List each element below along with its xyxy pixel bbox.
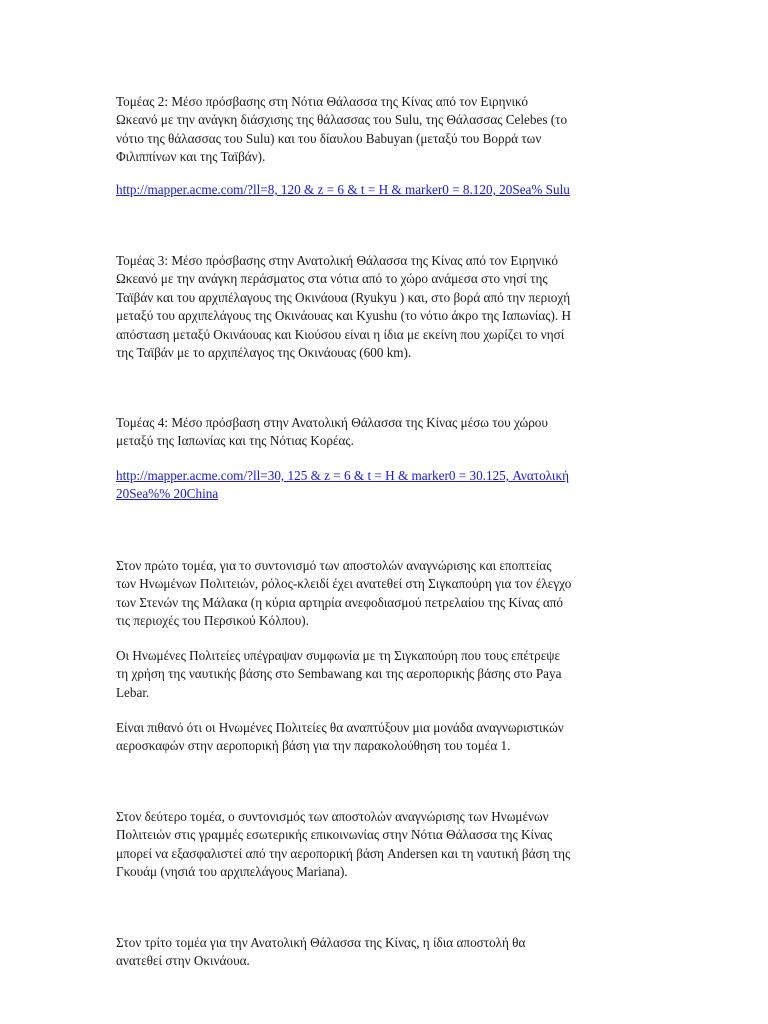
text-line: Ωκεανό με την ανάγκη διάσχισης της θάλασσας του Sulu, της Θάλασσας Celebes (το: [116, 112, 568, 128]
agreement-paragraph: [116, 647, 656, 702]
third-sector-paragraph: [116, 934, 656, 971]
text-line: Στον τρίτο τομέα για την Ανατολική Θάλασσα της Κίνας, η ίδια αποστολή θα: [116, 935, 526, 950]
text-line: Οι Ηνωμένες Πολιτείες υπέγραψαν συμφωνία με τη Σιγκαπούρη που τους επέτρεψε: [116, 648, 561, 663]
text-line: μπορεί να εξασφαλιστεί από την αεροπορική βάση Andersen και τη ναυτική βάση της: [116, 845, 571, 861]
text-line: Στον πρώτο τομέα, για το συντονισμό των αποστολών αναγνώρισης και εποπτείας: [116, 558, 552, 573]
second-sector-paragraph: [116, 808, 656, 882]
text-line: Φιλιππίνων και της Ταϊβάν).: [116, 149, 266, 165]
sulu-map-link[interactable]: [116, 181, 661, 199]
sector-2-paragraph: [116, 93, 656, 167]
text-line: της Ταϊβάν με το αρχιπέλαγος της Οκινάουας (600 km).: [116, 345, 412, 361]
link-line[interactable]: http://mapper.acme.com/?ll=30, 125 & z = 6 & t = H & marker0 = 30.125, Ανατολική: [116, 468, 569, 483]
text-line: απόσταση μεταξύ Οκινάουας και Κιούσου είναι η ίδια με εκείνη που χωρίζει το νησί: [116, 326, 565, 342]
singapore-paragraph: [116, 557, 656, 631]
text-line: Τομέας 3: Μέσο πρόσβασης στην Ανατολική Θάλασσα της Κίνας από τον Ειρηνικό: [116, 253, 558, 268]
text-line: των Στενών της Μάλακα (η κύρια αρτηρία ανεφοδιασμού πετρελαίου της Κίνας από: [116, 594, 564, 610]
text-line: Γκουάμ (νησιά του αρχιπελάγους Mariana).: [116, 864, 348, 880]
sector-4-paragraph: [116, 414, 656, 451]
link-line[interactable]: http://mapper.acme.com/?ll=8, 120 & z = 6 & t = H & marker0 = 8.120, 20Sea% Sulu: [116, 182, 570, 197]
text-line: Ωκεανό με την ανάγκη περάσματος στα νότια από το χώρο ανάμεσα στο νησί της: [116, 271, 548, 287]
link-line[interactable]: 20Sea%% 20China: [116, 486, 219, 502]
text-line: Στον δεύτερο τομέα, ο συντονισμός των αποστολών αναγνώρισης των Ηνωμένων: [116, 809, 549, 824]
text-line: τις περιοχές του Περσικού Κόλπου).: [116, 613, 309, 629]
text-line: Τομέας 4: Μέσο πρόσβαση στην Ανατολική Θάλασσα της Κίνας μέσω του χώρου: [116, 415, 548, 430]
east-china-sea-map-link[interactable]: [116, 467, 661, 504]
text-line: μεταξύ της Ιαπωνίας και της Νότιας Κορέας.: [116, 433, 354, 449]
text-line: Είναι πιθανό ότι οι Ηνωμένες Πολιτείες θα αναπτύξουν μια μονάδα αναγνωριστικών: [116, 720, 564, 735]
text-line: μεταξύ του αρχιπελάγους της Οκινάουας και Kyushu (το νότιο άκρο της Ιαπωνίας). Η: [116, 308, 571, 324]
text-line: τη χρήση της ναυτικής βάσης στο Sembawang και της αεροπορικής βάσης στο Paya: [116, 666, 562, 682]
text-line: αεροσκαφών στην αεροπορική βάση για την παρακολούθηση του τομέα 1.: [116, 738, 511, 754]
text-line: Τομέας 2: Μέσο πρόσβασης στη Νότια Θάλασσα της Κίνας από τον Ειρηνικό: [116, 94, 528, 109]
text-line: των Ηνωμένων Πολιτειών, ρόλος-κλειδί έχει ανατεθεί στη Σιγκαπούρη για τον έλεγχο: [116, 576, 572, 592]
text-line: νότιο της θάλασσας του Sulu) και του δίαυλου Babuyan (μεταξύ του Βορρά των: [116, 130, 542, 146]
sector-3-paragraph: [116, 252, 656, 362]
text-line: Lebar.: [116, 684, 150, 700]
text-line: Ταϊβάν και του αρχιπέλαγους της Οκινάουα (Ryukyu ) και, στο βορά από την περιοχή: [116, 289, 571, 305]
aircraft-paragraph: [116, 719, 656, 756]
text-line: Πολιτειών στις γραμμές εσωτερικής επικοινωνίας στην Νότια Θάλασσα της Κίνας: [116, 827, 553, 843]
text-line: ανατεθεί στην Οκινάουα.: [116, 953, 250, 969]
